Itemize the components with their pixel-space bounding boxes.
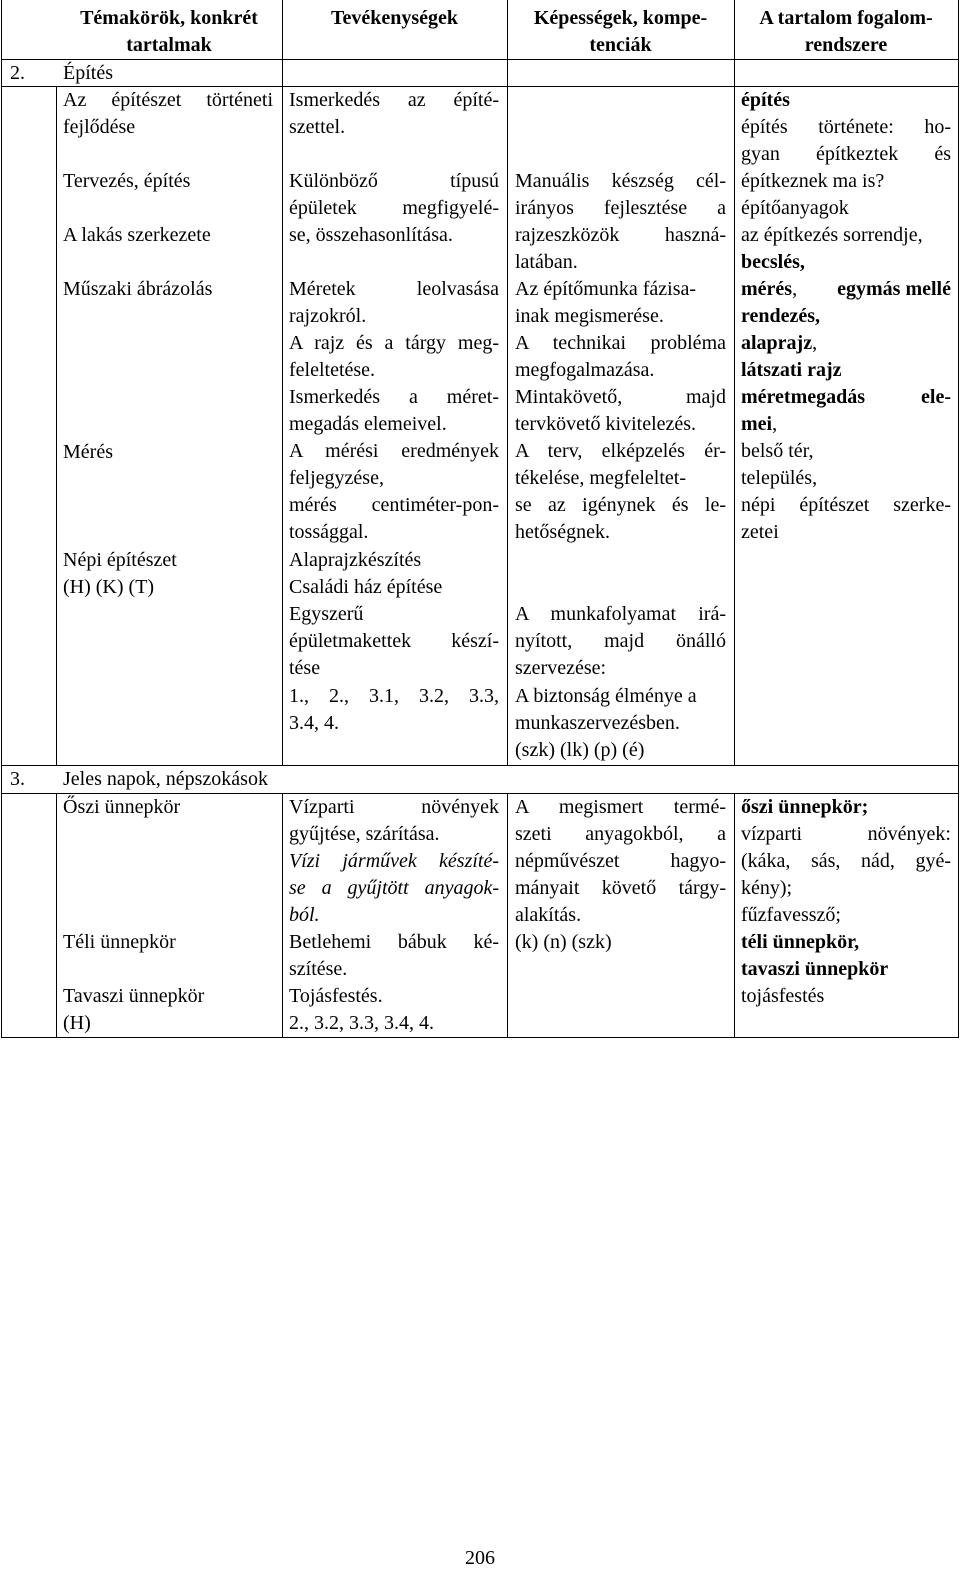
topic-item: Műszaki ábrázolás (63, 278, 213, 300)
concept-term: alaprajz (741, 332, 813, 354)
activity-line: se a gyűjtött anyagok- (289, 877, 499, 899)
section2-number: 2. (10, 62, 25, 84)
activity-line: feleltetése. (289, 359, 376, 381)
skill-line: Az építőmunka fázisa- (515, 278, 697, 300)
header-activities: Tevékenységek (330, 7, 459, 29)
concept-term: mérés (741, 278, 793, 300)
activity-line: mérés centiméter-pon- (289, 494, 499, 516)
concept-line (741, 384, 951, 411)
concept-punct: , (812, 332, 818, 354)
table-border-right (958, 0, 959, 1038)
skill-line: (k) (n) (szk) (515, 931, 612, 953)
skill-line: Manuális készség cél- (515, 170, 726, 192)
skill-line: tervkövető kivitelezés. (515, 413, 697, 435)
skill-line: mányait követő tárgy- (515, 877, 726, 899)
topic-item: Őszi ünnepkör (63, 796, 181, 818)
topic-item: (H) (63, 1012, 91, 1034)
activity-line: Vízi járművek készíté- (289, 850, 499, 872)
topic-item: Mérés (63, 441, 113, 463)
activity-line: megadás elemeivel. (289, 413, 447, 435)
skill-line: inak megismerése. (515, 305, 664, 327)
concept-line: rendezés, (741, 305, 821, 327)
skill-line: népművészet hagyo- (515, 850, 726, 872)
skill-line: A munkafolyamat irá- (515, 603, 726, 625)
concept-line: becslés, (741, 251, 805, 273)
page-number: 206 (465, 1547, 495, 1569)
concept-line: építés története: ho- (741, 116, 951, 138)
table-border-left (1, 0, 2, 1038)
skill-line: rajzeszközök haszná- (515, 224, 726, 246)
concept-line: építés (741, 89, 790, 111)
concept-line: vízparti növények: (741, 823, 951, 845)
section3-number: 3. (10, 768, 25, 790)
concept-line: kény); (741, 877, 793, 899)
concept-line: tavaszi ünnepkör (741, 958, 889, 980)
activity-line: Betlehemi bábuk ké- (289, 931, 499, 953)
skill-line: szervezése: (515, 657, 607, 679)
skill-line: Mintakövető, majd (515, 386, 726, 408)
concept-line: fűzfavessző; (741, 904, 841, 926)
activity-line: rajzokról. (289, 305, 367, 327)
table-bottom-line (1, 1037, 959, 1038)
concept-line: építkeznek ma is? (741, 170, 885, 192)
activity-line: Ismerkedés a méret- (289, 386, 499, 408)
activity-line: gyűjtése, szárítása. (289, 823, 440, 845)
topic-item: Téli ünnepkör (63, 931, 176, 953)
activity-line: Különböző típusú (289, 170, 499, 192)
skill-line: irányos fejlesztése a (515, 197, 726, 219)
activity-line: szettel. (289, 116, 346, 138)
concept-line: őszi ünnepkör; (741, 796, 869, 818)
header-skills: Képességek, kompe- tenciák (533, 7, 708, 56)
skill-line: szeti anyagokból, a (515, 823, 726, 845)
topic-item: Tervezés, építés (63, 170, 191, 192)
activity-line: 3.4, 4. (289, 712, 339, 734)
activity-line: Méretek leolvasása (289, 278, 499, 300)
table-col-divider-3 (734, 0, 735, 765)
section2-title: Építés (63, 62, 113, 84)
concept-term: egymás mellé (837, 278, 951, 300)
skill-line: (szk) (lk) (p) (é) (515, 739, 645, 761)
skill-line: nyított, majd önálló (515, 630, 726, 652)
concept-line: az építkezés sorrendje, (741, 224, 923, 246)
skill-line: munkaszervezésben. (515, 712, 680, 734)
activity-line: Családi ház építése (289, 576, 443, 598)
activity-line: 1., 2., 3.1, 3.2, 3.3, (289, 685, 499, 707)
activity-line: Alaprajzkészítés (289, 549, 422, 571)
skill-line: A terv, elképzelés ér- (515, 440, 726, 462)
topic-item: Az építészet történeti (63, 89, 273, 111)
skill-line: hetőségnek. (515, 521, 610, 543)
concept-line (741, 411, 777, 438)
concept-term: méretmegadás (741, 386, 866, 408)
topic-indent-line (56, 86, 57, 765)
topic-item: (H) (K) (T) (63, 576, 155, 598)
skill-line: latában. (515, 251, 578, 273)
table-col-divider-2b (507, 793, 508, 1038)
activity-line: A mérési eredmények (289, 440, 499, 462)
skill-line: megfogalmazása. (515, 359, 655, 381)
activity-line: tése (289, 657, 321, 679)
activity-line: feljegyzése, (289, 467, 384, 489)
topic-item: fejlődése (63, 116, 136, 138)
skill-line: alakítás. (515, 904, 582, 926)
concept-line (741, 276, 951, 303)
activity-line: épületmakettek készí- (289, 630, 499, 652)
concept-line: népi építészet szerke- (741, 494, 951, 516)
activity-line: szítése. (289, 958, 348, 980)
concept-line: (káka, sás, nád, gyé- (741, 850, 951, 872)
activity-line: tossággal. (289, 521, 369, 543)
concept-line: belső tér, (741, 440, 814, 462)
table-col-divider-2 (507, 0, 508, 765)
concept-line: látszati rajz (741, 359, 842, 381)
concept-line: építőanyagok (741, 197, 849, 219)
concept-line: gyan építkeztek és (741, 143, 951, 165)
skill-line: tékelése, megfeleltet- (515, 467, 687, 489)
activity-line: Vízparti növények (289, 796, 499, 818)
activity-line: 2., 3.2, 3.3, 3.4, 4. (289, 1012, 434, 1034)
concept-punct: , (792, 278, 798, 300)
header-bottom-line (1, 59, 959, 60)
concept-line: téli ünnepkör, (741, 931, 860, 953)
activity-line: épületek megfigyelé- (289, 197, 499, 219)
topic-indent-line-2 (56, 793, 57, 1038)
table-col-divider-3b (734, 793, 735, 1038)
concept-term: mei (741, 413, 773, 435)
activity-line: A rajz és a tárgy meg- (289, 332, 499, 354)
table-col-divider-1 (282, 0, 283, 765)
table-col-divider-1b (282, 793, 283, 1038)
skill-line: A megismert termé- (515, 796, 726, 818)
topic-item: A lakás szerkezete (63, 224, 211, 246)
topic-item: Népi építészet (63, 549, 177, 571)
activity-line: Ismerkedés az építé- (289, 89, 499, 111)
concept-line: település, (741, 467, 818, 489)
activity-line: Egyszerű (289, 603, 364, 625)
concept-line: tojásfestés (741, 985, 825, 1007)
topic-item: Tavaszi ünnepkör (63, 985, 205, 1007)
skill-line: A biztonság élménye a (515, 685, 697, 707)
header-concepts: A tartalom fogalom- rendszere (759, 7, 933, 56)
concept-line: zetei (741, 521, 779, 543)
skill-line: A technikai probléma (515, 332, 726, 354)
concept-punct: , (772, 413, 778, 435)
skill-line: se az igénynek és le- (515, 494, 726, 516)
activity-line: ból. (289, 904, 320, 926)
header-topics: Témakörök, konkrét tartalmak (80, 7, 258, 56)
activity-line: Tojásfestés. (289, 985, 383, 1007)
section3-title: Jeles napok, népszokások (63, 768, 268, 790)
concept-line (741, 330, 817, 357)
concept-term: ele- (921, 386, 951, 408)
activity-line: se, összehasonlítása. (289, 224, 453, 246)
